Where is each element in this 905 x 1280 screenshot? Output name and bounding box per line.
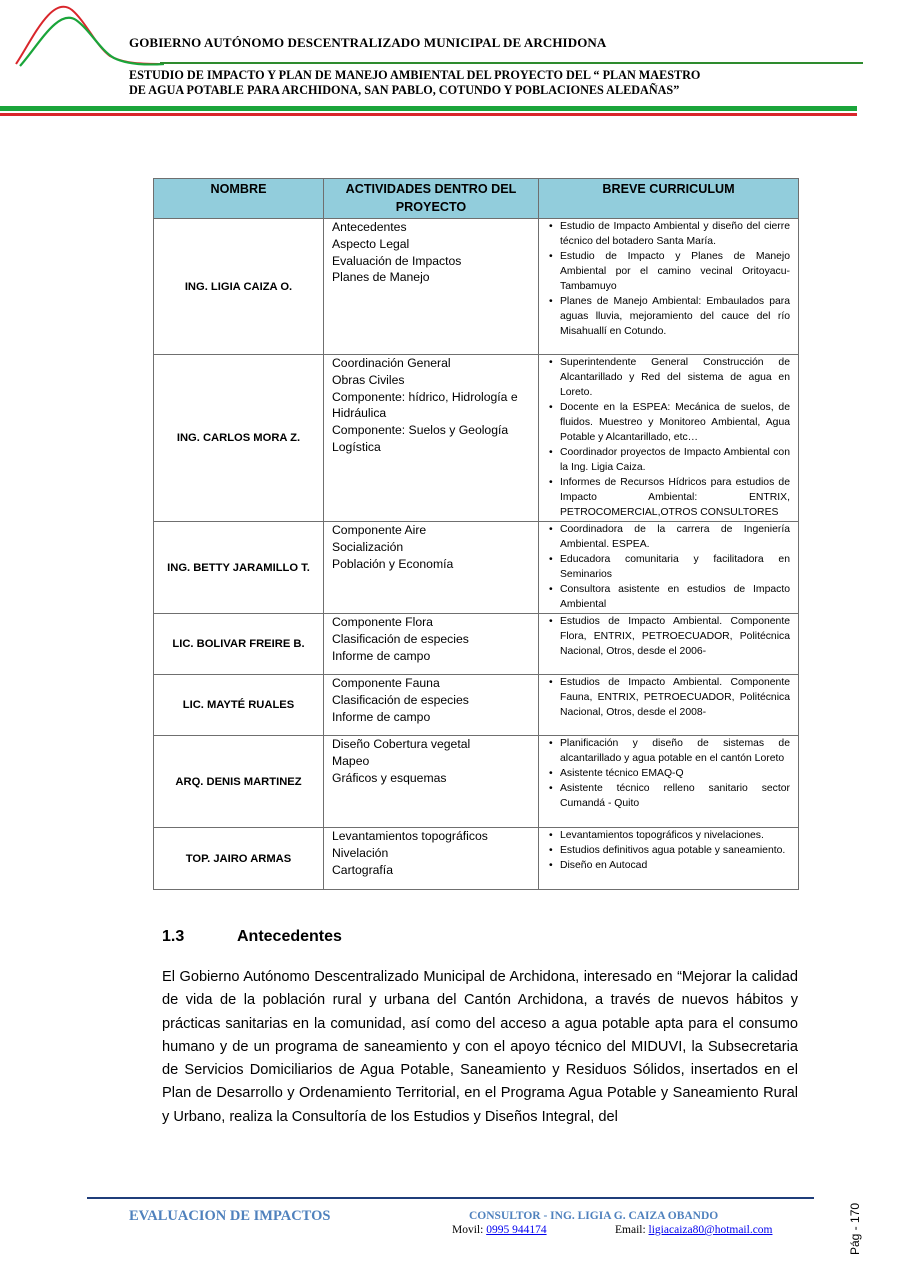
activity-item: Diseño Cobertura vegetal [332, 737, 471, 751]
cv-item: • Consultora asistente en estudios de Impacto Ambiental [547, 582, 790, 612]
member-activities [324, 355, 539, 522]
member-cv [539, 736, 799, 828]
activity-item: Aspecto Legal [332, 236, 410, 251]
section-title: Antecedentes [237, 928, 342, 945]
header-subtitle [129, 68, 829, 98]
section-number: 1.3 [162, 928, 185, 945]
activity-item: Componente: Suelos y Geología [332, 423, 509, 438]
cv-item: • Estudios definitivos agua potable y saneamiento. [547, 843, 790, 858]
activity-item: Cartografía [332, 862, 393, 877]
member-cv [539, 614, 799, 675]
member-name: LIC. BOLIVAR FREIRE B. [154, 614, 324, 675]
logo-icon [14, 0, 164, 68]
member-activities [324, 614, 539, 675]
activity-item: Antecedentes [332, 220, 407, 234]
header-rule [160, 62, 863, 64]
footer-rule [87, 1197, 814, 1199]
member-name: LIC. MAYTÉ RUALES [154, 675, 324, 736]
member-name: ING. LIGIA CAIZA O. [154, 219, 324, 355]
activity-item: Coordinación General [332, 356, 451, 370]
cv-item: • Asistente técnico EMAQ-Q [547, 766, 790, 781]
cv-list [547, 614, 790, 659]
cv-list [547, 675, 790, 720]
cv-list [547, 219, 790, 339]
header-cv: BREVE CURRICULUM [539, 179, 799, 219]
member-cv [539, 219, 799, 355]
cv-item: • Diseño en Autocad [547, 858, 790, 873]
header-subtitle-line2: DE AGUA POTABLE PARA ARCHIDONA, SAN PABLO, COTUNDO Y POBLACIONES ALEDAÑAS” [129, 83, 680, 97]
footer-email-link[interactable]: ligiacaiza80@hotmail.com [648, 1224, 773, 1236]
footer-movil-label: Movil: [452, 1224, 487, 1236]
cv-item: • Coordinadora de la carrera de Ingeniería Ambiental. ESPEA. [547, 522, 790, 552]
member-cv [539, 675, 799, 736]
page-number: Pág - 170 [848, 1202, 862, 1255]
member-name: ING. BETTY JARAMILLO T. [154, 522, 324, 614]
cv-list [547, 736, 790, 811]
footer-consultant: CONSULTOR - ING. LIGIA G. CAIZA OBANDO [469, 1210, 719, 1222]
footer-movil [452, 1224, 547, 1236]
table-row [154, 736, 799, 828]
activity-item: Informe de campo [332, 709, 431, 724]
table-row [154, 522, 799, 614]
table-row [154, 355, 799, 522]
activity-item: Levantamientos topográficos [332, 829, 488, 843]
footer-movil-link[interactable]: 0995 944174 [486, 1224, 547, 1236]
table-row [154, 614, 799, 675]
header-title: GOBIERNO AUTÓNOMO DESCENTRALIZADO MUNICIPAL DE ARCHIDONA [129, 35, 607, 50]
cv-list [547, 355, 790, 520]
section-body: El Gobierno Autónomo Descentralizado Municipal de Archidona, interesado en “Mejorar la calidad de vida de la población rural y urbana del Cantón Archidona, a través de nuevos hábitos y prácticas sanitarias en la comunidad, así como del acceso a agua potable apta para el consumo humano y de un programa de saneamiento y con el apoyo técnico del MIDUVI, la Subsecretaria de Servicios Domiciliarios de Agua Potable, Saneamiento y Residuos Sólidos, insertados en el Plan de Desarrollo y Ordenamiento Territorial, en el Programa Agua Potable y Saneamiento Rural y Urbano, realiza la Consultoría de los Estudios y Diseños Integral, del [162, 969, 798, 1125]
member-name: ING. CARLOS MORA Z. [154, 355, 324, 522]
member-name: TOP. JAIRO ARMAS [154, 828, 324, 890]
table-row [154, 675, 799, 736]
cv-item: • Estudios de Impacto Ambiental. Componente Fauna, ENTRIX, PETROECUADOR, Politécnica Nacional, Otros, desde el 2008- [547, 675, 790, 720]
table-body [154, 219, 799, 890]
team-table [153, 178, 799, 890]
header-name: NOMBRE [154, 179, 324, 219]
activity-item: Evaluación de Impactos [332, 253, 462, 268]
cv-item: • Planes de Manejo Ambiental: Embaulados para aguas lluvia, mejoramiento del cauce del río Misahuallí en Cotundo. [547, 294, 790, 339]
header-green-band [0, 106, 857, 111]
activity-item: Componente Fauna [332, 676, 440, 690]
member-activities [324, 522, 539, 614]
activity-item: Población y Economía [332, 556, 454, 571]
cv-item: • Planificación y diseño de sistemas de alcantarillado y agua potable en el cantón Loreto [547, 736, 790, 766]
activity-item: Mapeo [332, 753, 370, 768]
activity-item: Nivelación [332, 845, 389, 860]
header-subtitle-line1: ESTUDIO DE IMPACTO Y PLAN DE MANEJO AMBIENTAL DEL PROYECTO DEL “ PLAN MAESTRO [129, 68, 701, 82]
member-activities [324, 219, 539, 355]
activity-item: Gráficos y esquemas [332, 770, 447, 785]
cv-list [547, 828, 790, 873]
cv-item: • Estudio de Impacto y Planes de Manejo Ambiental por el camino vecinal Oritoyacu-Tambamuyo [547, 249, 790, 294]
cv-item: • Estudio de Impacto Ambiental y diseño del cierre técnico del botadero Santa María. [547, 219, 790, 249]
cv-item: • Coordinador proyectos de Impacto Ambiental con la Ing. Ligia Caiza. [547, 445, 790, 475]
table-header-row [154, 179, 799, 219]
activity-item: Componente Flora [332, 615, 433, 629]
cv-list [547, 522, 790, 612]
table-row [154, 219, 799, 355]
member-cv [539, 522, 799, 614]
activity-item: Informe de campo [332, 648, 431, 663]
activity-item: Socialización [332, 539, 404, 554]
cv-item: • Docente en la ESPEA: Mecánica de suelos, de fluidos. Muestreo y Monitoreo Ambiental, Agua Potable y Alcantarillado, etc… [547, 400, 790, 445]
member-activities [324, 736, 539, 828]
activity-item: Componente Aire [332, 523, 427, 537]
cv-item: • Informes de Recursos Hídricos para estudios de Impacto Ambiental: ENTRIX, PETROCOMERCIAL,OTROS CONSULTORES [547, 475, 790, 520]
activity-item: Clasificación de especies [332, 631, 469, 646]
member-name: ARQ. DENIS MARTINEZ [154, 736, 324, 828]
member-cv [539, 355, 799, 522]
activity-item: Componente: hídrico, Hidrología e Hidráulica [332, 389, 518, 421]
activity-item: Logística [332, 439, 381, 454]
member-activities [324, 675, 539, 736]
table-row [154, 828, 799, 890]
activity-item: Planes de Manejo [332, 270, 430, 285]
cv-item: • Asistente técnico relleno sanitario sector Cumandá - Quito [547, 781, 790, 811]
activity-item: Clasificación de especies [332, 692, 469, 707]
footer-section-label: EVALUACION DE IMPACTOS [129, 1208, 331, 1224]
header-activities: ACTIVIDADES DENTRO DEL PROYECTO [324, 179, 539, 219]
cv-item: • Superintendente General Construcción de Alcantarillado y Red del sistema de agua en Loreto. [547, 355, 790, 400]
footer-email [615, 1224, 773, 1236]
header-red-band [0, 113, 857, 116]
cv-item: • Estudios de Impacto Ambiental. Componente Flora, ENTRIX, PETROECUADOR, Politécnica Nacional, Otros, desde el 2006- [547, 614, 790, 659]
cv-item: • Educadora comunitaria y facilitadora en Seminarios [547, 552, 790, 582]
activity-item: Obras Civiles [332, 372, 405, 387]
member-activities [324, 828, 539, 890]
cv-item: • Levantamientos topográficos y nivelaciones. [547, 828, 790, 843]
footer-email-label: Email: [615, 1224, 649, 1236]
member-cv [539, 828, 799, 890]
